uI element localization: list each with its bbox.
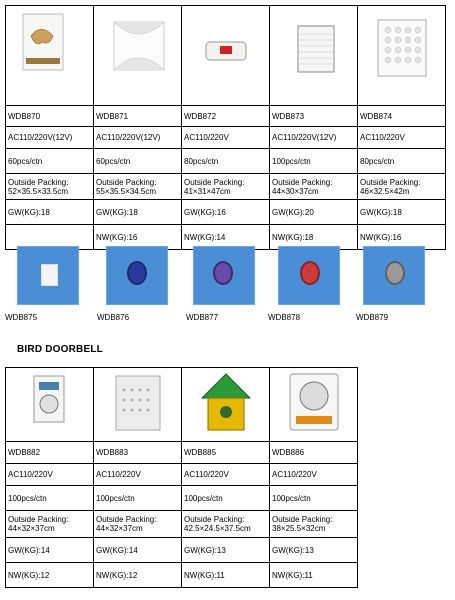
bird-doorbell-table [5,367,358,588]
model-cell: WDB886 [270,442,358,464]
voltage-cell: AC110/220V [270,464,358,486]
doorbell-wdb885-photo [182,368,270,439]
model-cell: WDB883 [94,442,182,464]
outside-packing-cell [94,174,182,200]
gross-weight-cell: GW(KG):14 [6,538,94,563]
voltage-cell: AC110/220V [358,127,446,149]
outside-packing-label: Outside Packing: [272,177,333,187]
voltage-cell: AC110/220V(12V) [6,127,94,149]
outside-packing-label: Outside Packing: [184,515,245,524]
doorbell-wdb886-photo [270,368,358,439]
net-weight-cell: NW(KG):14 [182,225,270,250]
doorbell-device [41,264,58,286]
doorbell-wdb875-photo [17,246,79,305]
model-cell: WDB871 [94,106,182,127]
doorbell-wdb877-photo [193,246,255,305]
gross-weight-cell: GW(KG):18 [94,200,182,225]
product-photo-cell [6,368,94,442]
product-table-top [5,5,446,250]
outside-packing-cell [182,511,270,538]
packing-cell: 80pcs/ctn [182,149,270,174]
outside-packing-cell [358,174,446,200]
voltage-cell: AC110/220V [94,464,182,486]
product-photo-cell [94,6,182,106]
outside-packing-label: Outside Packing: [8,177,69,187]
net-weight-cell: NW(KG):16 [94,225,182,250]
outside-packing-label: Outside Packing: [184,177,245,187]
net-weight-cell: NW(KG):11 [182,563,270,588]
doorbell-wdb870-photo [6,6,94,103]
model-label: WDB879 [356,313,389,322]
net-weight-cell: NW(KG):16 [358,225,446,250]
outside-packing-dims: 46×32.5×42m [360,186,410,196]
model-cell: WDB874 [358,106,446,127]
product-photo-cell [270,368,358,442]
outside-packing-label: Outside Packing: [8,515,69,524]
voltage-cell: AC110/220V(12V) [94,127,182,149]
doorbell-wdb873-photo [270,6,358,103]
model-cell: WDB873 [270,106,358,127]
section-title: BIRD DOORBELL [17,344,103,355]
outside-packing-cell [6,174,94,200]
outside-packing-cell [182,174,270,200]
doorbell-wdb878-photo [278,246,340,305]
voltage-cell: AC110/220V [182,464,270,486]
outside-packing-cell [270,511,358,538]
doorbell-wdb882-photo [6,368,94,439]
outside-packing-cell [6,511,94,538]
doorbell-wdb871-photo [94,6,182,103]
model-cell: WDB872 [182,106,270,127]
product-photo-cell [94,368,182,442]
model-cell: WDB870 [6,106,94,127]
net-weight-cell: NW(KG):18 [270,225,358,250]
gross-weight-cell: GW(KG):18 [6,200,94,225]
doorbell-photo-row [0,246,455,326]
doorbell-device [215,263,231,283]
net-weight-cell: NW(KG):12 [6,563,94,588]
net-weight-cell: NW(KG):12 [94,563,182,588]
product-photo-cell [182,6,270,106]
model-label: WDB876 [97,313,130,322]
packing-cell: 60pcs/ctn [6,149,94,174]
doorbell-wdb874-photo [358,6,446,103]
product-photo-cell [270,6,358,106]
packing-cell: 60pcs/ctn [94,149,182,174]
doorbell-device [387,263,403,283]
model-label: WDB877 [186,313,219,322]
outside-packing-dims: 44×32×37cm [96,524,143,533]
outside-packing-dims: 41×31×47cm [184,186,231,196]
doorbell-device [129,263,145,283]
outside-packing-label: Outside Packing: [360,177,421,187]
outside-packing-label: Outside Packing: [96,515,157,524]
outside-packing-cell [270,174,358,200]
gross-weight-cell: GW(KG):13 [182,538,270,563]
doorbell-wdb872-photo [182,6,270,103]
net-weight-cell: NW(KG):11 [270,563,358,588]
outside-packing-dims: 52×35.5×33.5cm [8,186,69,196]
packing-cell: 80pcs/ctn [358,149,446,174]
product-photo-cell [358,6,446,106]
outside-packing-dims: 44×32×37cm [8,524,55,533]
packing-cell: 100pcs/ctn [270,486,358,511]
packing-cell: 100pcs/ctn [6,486,94,511]
packing-cell: 100pcs/ctn [182,486,270,511]
outside-packing-dims: 38×25.5×32cm [272,524,326,533]
gross-weight-cell: GW(KG):20 [270,200,358,225]
gross-weight-cell: GW(KG):14 [94,538,182,563]
gross-weight-cell: GW(KG):16 [182,200,270,225]
voltage-cell: AC110/220V [182,127,270,149]
outside-packing-cell [94,511,182,538]
model-label: WDB878 [268,313,301,322]
voltage-cell: AC110/220V [6,464,94,486]
model-cell: WDB882 [6,442,94,464]
doorbell-wdb883-photo [94,368,182,439]
doorbell-wdb879-photo [363,246,425,305]
product-photo-cell [182,368,270,442]
outside-packing-label: Outside Packing: [96,177,157,187]
packing-cell: 100pcs/ctn [270,149,358,174]
packing-cell: 100pcs/ctn [94,486,182,511]
doorbell-device [302,263,318,283]
gross-weight-cell: GW(KG):18 [358,200,446,225]
voltage-cell: AC110/220V(12V) [270,127,358,149]
product-photo-cell [6,6,94,106]
outside-packing-dims: 55×35.5×34.5cm [96,186,157,196]
model-label: WDB875 [5,313,38,322]
outside-packing-dims: 42.5×24.5×37.5cm [184,524,251,533]
outside-packing-label: Outside Packing: [272,515,333,524]
doorbell-wdb876-photo [106,246,168,305]
gross-weight-cell: GW(KG):13 [270,538,358,563]
model-cell: WDB885 [182,442,270,464]
outside-packing-dims: 44×30×37cm [272,186,319,196]
